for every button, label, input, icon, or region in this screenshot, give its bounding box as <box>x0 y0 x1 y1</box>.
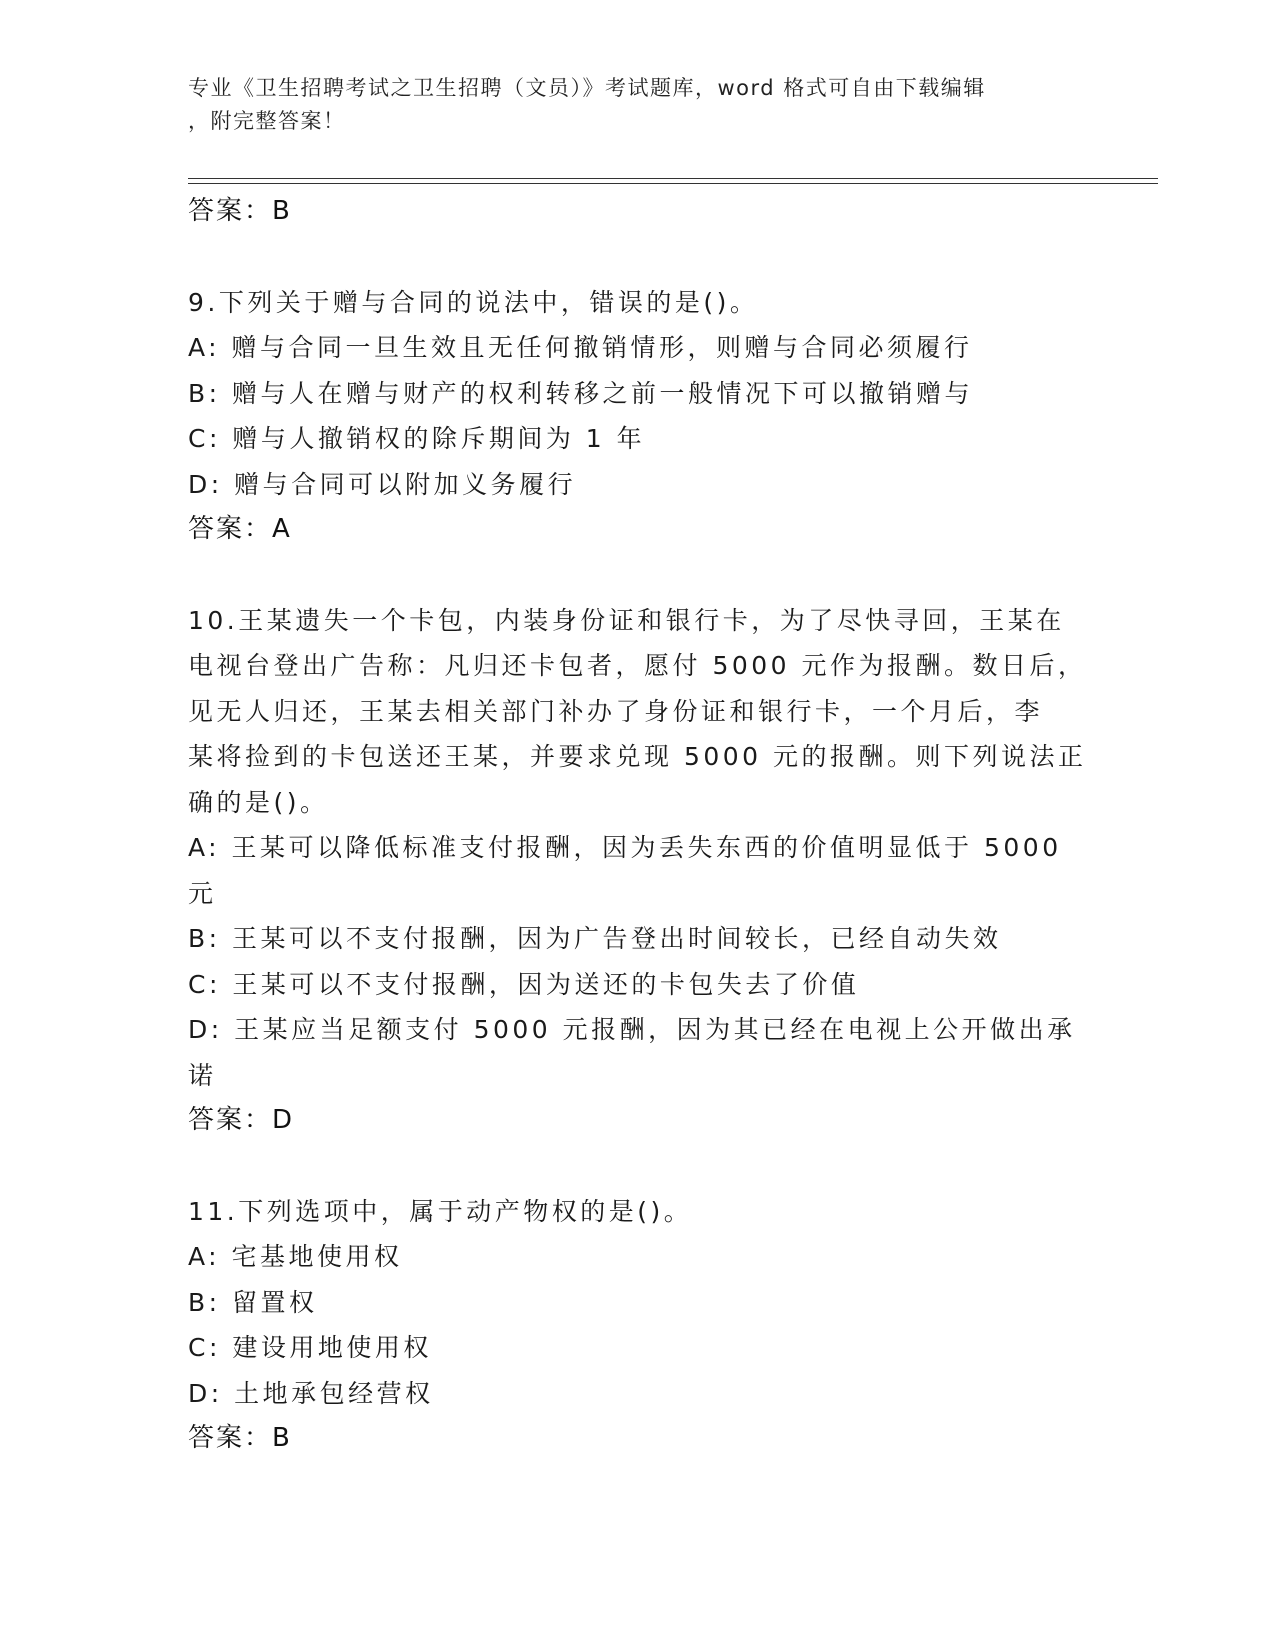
previous-answer: 答案：B <box>188 196 292 226</box>
question-stem: 9.下列关于赠与合同的说法中，错误的是()。 <box>188 287 759 317</box>
option-a: A: 宅基地使用权 <box>188 1242 403 1271</box>
header-divider <box>188 178 1158 179</box>
question-stem-cont: 电视台登出广告称：凡归还卡包者，愿付 5000 元作为报酬。数日后， <box>188 651 1087 680</box>
document-header-note <box>188 72 1088 138</box>
question-item <box>188 280 1088 553</box>
option-b: B: 赠与人在赠与财产的权利转移之前一般情况下可以撤销赠与 <box>188 378 974 408</box>
answer-label: 答案：B <box>188 1423 292 1453</box>
question-item <box>188 598 1088 1144</box>
option-b: B: 留置权 <box>188 1287 318 1317</box>
header-note-line-1: 专业《卫生招聘考试之卫生招聘（文员）》考试题库，word 格式可自由下载编辑 <box>188 76 986 100</box>
option-c: C: 赠与人撤销权的除斥期间为 1 年 <box>188 424 646 453</box>
option-c: C: 建设用地使用权 <box>188 1333 432 1362</box>
question-item <box>188 1189 1088 1462</box>
option-d-cont: 诺 <box>188 1060 217 1090</box>
question-stem-cont: 确的是()。 <box>188 787 329 817</box>
header-divider-double <box>188 183 1158 184</box>
option-a-cont: 元 <box>188 878 217 908</box>
header-note-line-2: ，附完整答案！ <box>188 109 346 133</box>
answer-label: 答案：A <box>188 514 292 544</box>
question-stem: 11.下列选项中，属于动产物权的是()。 <box>188 1196 693 1226</box>
spacer <box>188 1144 1088 1189</box>
option-b: B: 王某可以不支付报酬，因为广告登出时间较长，已经自动失效 <box>188 924 1002 953</box>
question-stem-cont: 见无人归还，王某去相关部门补办了身份证和银行卡，一个月后，李 <box>188 696 1044 726</box>
option-c: C: 王某可以不支付报酬，因为送还的卡包失去了价值 <box>188 969 860 999</box>
spacer <box>188 235 1088 280</box>
document-body <box>188 189 1088 1462</box>
option-a: A: 赠与合同一旦生效且无任何撤销情形，则赠与合同必须履行 <box>188 333 973 362</box>
option-a: A: 王某可以降低标准支付报酬，因为丢失东西的价值明显低于 5000 <box>188 833 1062 862</box>
answer-label: 答案：D <box>188 1105 295 1135</box>
spacer <box>188 553 1088 598</box>
option-d: D: 王某应当足额支付 5000 元报酬，因为其已经在电视上公开做出承 <box>188 1015 1076 1044</box>
option-d: D: 赠与合同可以附加义务履行 <box>188 469 577 499</box>
option-d: D: 土地承包经营权 <box>188 1378 434 1408</box>
question-stem-cont: 某将捡到的卡包送还王某，并要求兑现 5000 元的报酬。则下列说法正 <box>188 742 1087 771</box>
question-stem: 10.王某遗失一个卡包，内装身份证和银行卡，为了尽快寻回，王某在 <box>188 605 1065 635</box>
